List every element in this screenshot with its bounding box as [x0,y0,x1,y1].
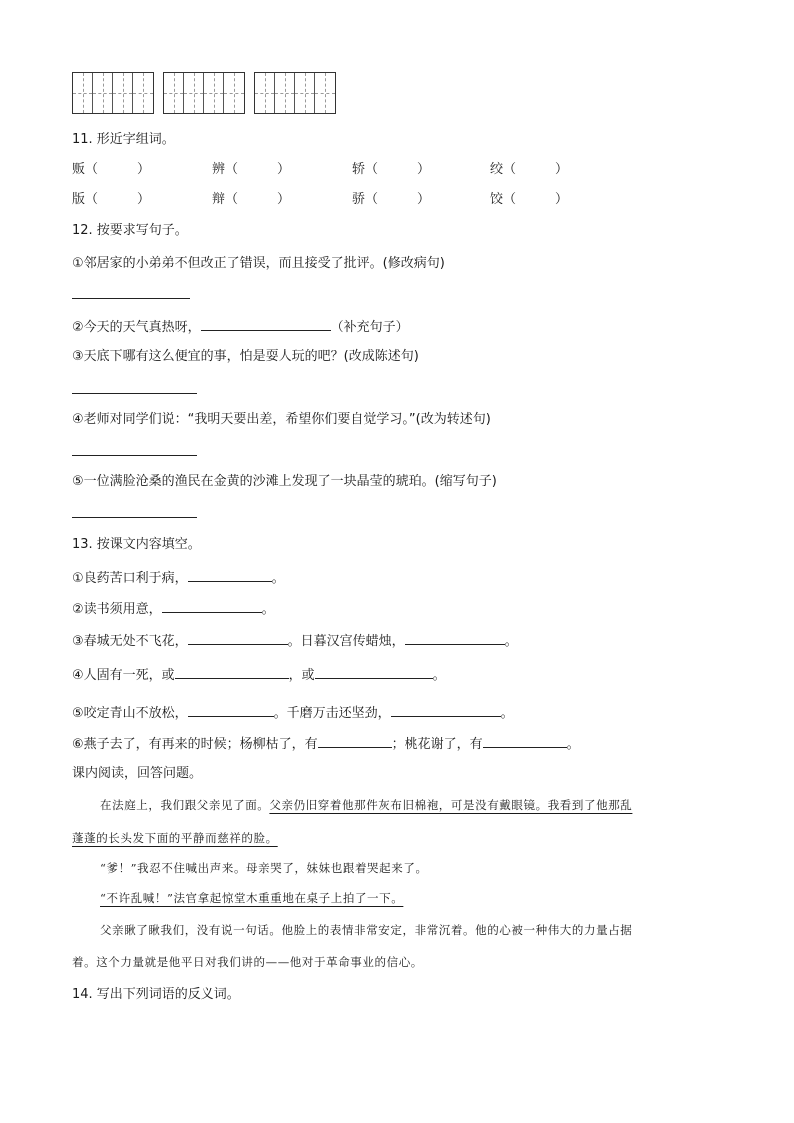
question-11-title: 11. 形近字组词。 [72,132,175,147]
fill-line-1 [72,568,285,588]
poem-text: ④人固有一死，或 [72,668,175,683]
poem-text: 。 [271,571,285,586]
word-item[interactable]: 饺（ ） [490,192,569,207]
grid-cell[interactable] [164,73,184,113]
fill-blank[interactable] [175,665,289,679]
grid-cell[interactable] [184,73,204,113]
question-13-title: 13. 按课文内容填空。 [72,537,201,552]
writing-grid-3[interactable] [254,72,336,114]
sentence-task-3: ③天底下哪有这么便宜的事，怕是耍人玩的吧？(改成陈述句) [72,349,419,364]
fill-line-2 [72,599,275,619]
reading-paragraph-3: “不许乱喊！”法官拿起惊堂木重重地在桌子上拍了一下。 [100,891,404,905]
fill-blank[interactable] [188,568,272,582]
grid-cell[interactable] [315,73,335,113]
fill-blank[interactable] [391,703,501,717]
reading-section-title: 课内阅读，回答问题。 [72,766,203,781]
fill-blank[interactable] [188,631,288,645]
reading-paragraph-1 [100,797,632,813]
answer-line[interactable] [72,298,190,299]
grid-cell[interactable] [73,73,93,113]
word-item[interactable]: 版（ ） [72,192,151,207]
sentence-task-1: ①邻居家的小弟弟不但改正了错误，而且接受了批评。(修改病句) [72,256,445,271]
question-14-title: 14. 写出下列词语的反义词。 [72,987,240,1002]
grid-cell[interactable] [113,73,133,113]
poem-text: 。千磨万击还坚劲， [273,706,391,721]
sentence-instruction: （补充句子） [330,320,409,335]
poem-text: 。 [504,634,518,649]
sentence-task-5: ⑤一位满脸沧桑的渔民在金黄的沙滩上发现了一块晶莹的琥珀。(缩写句子) [72,474,497,489]
writing-grid-1[interactable] [72,72,154,114]
word-item[interactable]: 辩（ ） [212,192,291,207]
answer-line[interactable] [72,517,197,518]
passage-text: 在法庭上，我们跟父亲见了面。 [100,798,270,812]
fill-blank[interactable] [315,665,433,679]
poem-text: ⑤咬定青山不放松， [72,706,188,721]
word-item[interactable]: 绞（ ） [490,162,569,177]
word-item[interactable]: 辨（ ） [212,162,291,177]
answer-line[interactable] [72,455,197,456]
grid-cell[interactable] [295,73,315,113]
fill-blank[interactable] [483,734,567,748]
reading-paragraph-2: “爹！”我忍不住喊出声来。母亲哭了，妹妹也跟着哭起来了。 [100,861,428,875]
sentence-task-2 [72,317,409,337]
poem-text: 。 [261,602,275,617]
poem-text: ；桃花谢了，有 [391,737,483,752]
writing-grid-2[interactable] [163,72,245,114]
underlined-passage: 父亲仍旧穿着他那件灰布旧棉袍，可是没有戴眼镜。我看到了他那乱 [269,798,633,812]
poem-text: ①良药苦口利于病， [72,571,188,586]
fill-line-3 [72,631,518,651]
reading-paragraph-4-cont: 着。这个力量就是他平日对我们讲的——他对于革命事业的信心。 [72,955,423,969]
grid-cell[interactable] [133,73,153,113]
grid-cell[interactable] [255,73,275,113]
poem-text: 。日暮汉宫传蜡烛， [287,634,405,649]
fill-blank[interactable] [162,599,262,613]
fill-blank[interactable] [188,703,274,717]
fill-blank[interactable] [405,631,505,645]
poem-text: 。 [432,668,446,683]
poem-text: 。 [566,737,580,752]
poem-text: ②读书须用意， [72,602,162,617]
reading-paragraph-4: 父亲瞅了瞅我们，没有说一句话。他脸上的表情非常安定，非常沉着。他的心被一种伟大的力量占据 [100,923,633,937]
question-12-title: 12. 按要求写句子。 [72,223,188,238]
fill-blank[interactable] [318,734,392,748]
word-item[interactable]: 贩（ ） [72,162,151,177]
fill-line-4 [72,665,446,685]
grid-cell[interactable] [224,73,244,113]
grid-cell[interactable] [93,73,113,113]
fill-line-6 [72,734,580,754]
poem-text: ⑥燕子去了，有再来的时候；杨柳枯了，有 [72,737,318,752]
fill-line-5 [72,703,514,723]
grid-cell[interactable] [275,73,295,113]
underlined-passage: 蓬蓬的长头发下面的平静而慈祥的脸。 [72,831,278,845]
poem-text: ③春城无处不飞花， [72,634,188,649]
word-item[interactable]: 骄（ ） [352,192,431,207]
answer-line[interactable] [72,393,197,394]
poem-text: ，或 [288,668,315,683]
grid-cell[interactable] [204,73,224,113]
poem-text: 。 [500,706,514,721]
word-item[interactable]: 轿（ ） [352,162,431,177]
sentence-text: ②今天的天气真热呀， [72,320,201,335]
sentence-task-4: ④老师对同学们说：“我明天要出差，希望你们要自觉学习。”(改为转述句) [72,412,491,427]
fill-blank[interactable] [201,317,331,331]
